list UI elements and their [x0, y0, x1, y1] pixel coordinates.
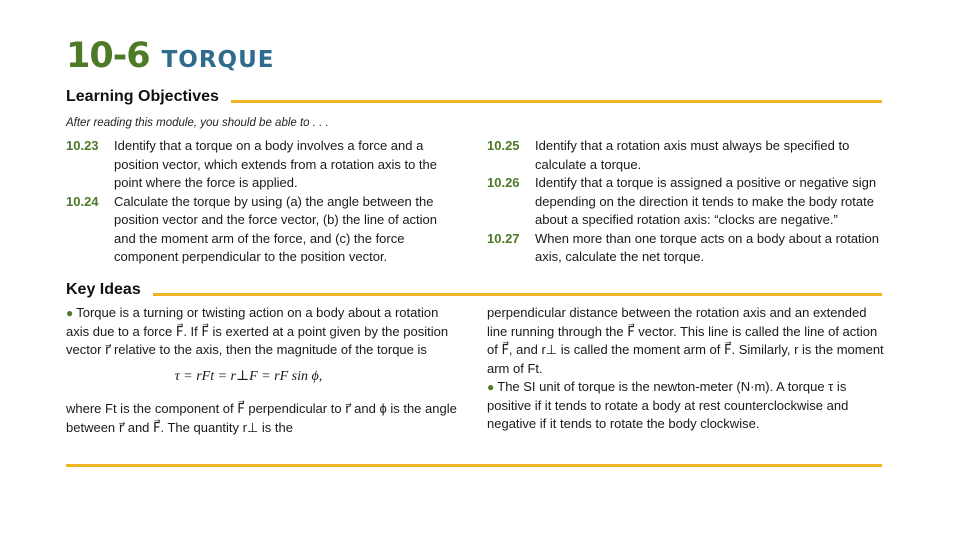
bullet-icon: ●	[487, 380, 495, 394]
key-ideas-left-column	[66, 304, 461, 437]
objective-number: 10.24	[66, 193, 99, 209]
key-idea-paragraph: where Ft is the component of F⃗ perpendicular to r⃗ and ϕ is the angle between r⃗ and F⃗. The quantity r⊥ is the	[66, 401, 457, 435]
module-number: 10-6	[66, 36, 150, 76]
objective-item	[487, 137, 887, 174]
objective-number: 10.23	[66, 138, 99, 153]
objective-number: 10.25	[487, 138, 520, 153]
objectives-intro: After reading this module, you should be able to . . .	[66, 117, 329, 129]
bullet-icon: ●	[66, 306, 74, 320]
objective-item	[66, 137, 458, 193]
key-idea-paragraph: perpendicular distance between the rotation axis and an extended line running through the F⃗ vector. This line is called the line of action of F⃗, and r⊥ is called the moment arm of F⃗. Similarly, r is the moment arm of Ft.	[487, 305, 884, 376]
objective-item	[66, 193, 458, 267]
key-ideas-heading	[66, 281, 882, 299]
key-ideas-label: Key Ideas	[66, 281, 141, 298]
key-idea-text: The SI unit of torque is the newton-meter (N·m). A torque τ is positive if it tends to rotate a body at rest counterclockwise and negative if it tends to rotate the body clockwise.	[487, 379, 849, 431]
key-ideas-right-column	[487, 304, 887, 434]
objective-text: When more than one torque acts on a body about a rotation axis, calculate the net torque.	[535, 230, 880, 264]
objective-text: Calculate the torque by using (a) the angle between the position vector and the force vector, (b) the line of action and the moment arm of the force, and (c) the force component perpendicular to the position vector.	[114, 193, 438, 264]
objective-item	[487, 174, 887, 230]
key-idea-paragraph	[66, 304, 461, 360]
bottom-divider	[66, 464, 882, 467]
learning-objectives-label: Learning Objectives	[66, 88, 219, 105]
torque-equation: τ = rFt = r⊥F = rF sin ϕ,	[174, 368, 323, 384]
key-idea-text: Torque is a turning or twisting action on a body about a rotation axis due to a force F⃗. If F⃗ is exerted at a point given by the position vector r⃗ relative to the axis, then the magnitude of the torque is	[66, 305, 449, 357]
objective-text: Identify that a torque on a body involves a force and a position vector, which extends from a rotation axis to the point where the force is applied.	[114, 138, 438, 190]
objective-number: 10.26	[487, 175, 520, 190]
module-title: TORQUE	[161, 47, 275, 73]
objective-text: Identify that a rotation axis must always be specified to calculate a torque.	[535, 138, 850, 172]
section-divider	[231, 100, 882, 103]
objective-number: 10.27	[487, 230, 520, 246]
section-divider	[153, 293, 882, 296]
objective-text: Identify that a torque is assigned a positive or negative sign depending on the direction it tends to make the body rotate about a specified rotation axis: “clocks are negative.”	[535, 175, 877, 227]
learning-objectives-heading	[66, 88, 882, 106]
objectives-right-column	[487, 137, 887, 267]
objectives-left-column	[66, 137, 458, 267]
objective-item	[487, 230, 887, 267]
key-idea-paragraph	[487, 378, 887, 434]
module-header	[66, 36, 275, 76]
